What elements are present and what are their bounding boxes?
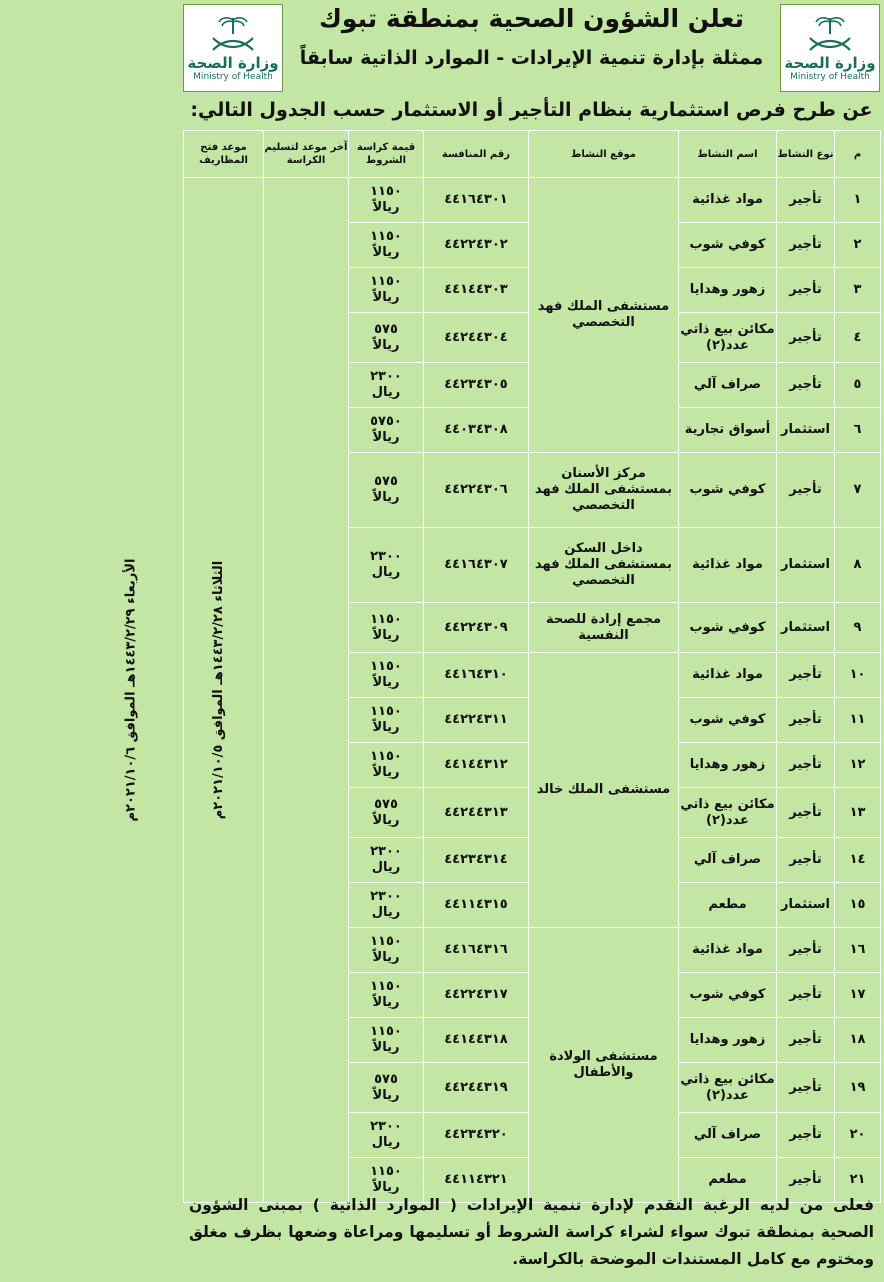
- cell-type: استثمار: [777, 528, 835, 603]
- price-amount: ١١٥٠: [370, 274, 402, 289]
- cell-price: [349, 653, 424, 698]
- cell-price: [349, 788, 424, 838]
- cell-name: صراف آلي: [679, 363, 777, 408]
- cell-m: ٢١: [835, 1158, 881, 1203]
- price-unit: ريالاً: [372, 1040, 400, 1055]
- cell-m: ١٩: [835, 1063, 881, 1113]
- price-amount: ٥٧٥: [374, 1071, 398, 1087]
- cell-type: تأجير: [777, 268, 835, 313]
- cell-tender: ٤٤٢٢٤٣١٧: [424, 973, 529, 1018]
- col-header-location: موقع النشاط: [529, 131, 679, 178]
- price-amount: ٥٧٥٠: [370, 414, 402, 429]
- cell-type: تأجير: [777, 363, 835, 408]
- cell-price: [349, 1113, 424, 1158]
- price-amount: ١١٥٠: [370, 749, 402, 764]
- cell-m: ٦: [835, 408, 881, 453]
- col-header-price: قيمة كراسة الشروط: [349, 131, 424, 178]
- cell-m: ٧: [835, 453, 881, 528]
- cell-price: [349, 698, 424, 743]
- price-amount: ١١٥٠: [370, 1164, 402, 1179]
- cell-m: ٣: [835, 268, 881, 313]
- cell-type: استثمار: [777, 883, 835, 928]
- cell-tender: ٤٤١٦٤٣٠١: [424, 178, 529, 223]
- price-unit: ريالاً: [372, 245, 400, 260]
- cell-m: ١٦: [835, 928, 881, 973]
- cell-name: زهور وهدايا: [679, 268, 777, 313]
- cell-type: تأجير: [777, 1113, 835, 1158]
- cell-m: ٥: [835, 363, 881, 408]
- cell-name: مواد غذائية: [679, 653, 777, 698]
- col-header-open-date: موعد فتح المظاريف: [184, 131, 264, 178]
- cell-type: تأجير: [777, 178, 835, 223]
- price-unit: ريالاً: [372, 995, 400, 1010]
- cell-price: [349, 268, 424, 313]
- price-amount: ١١٥٠: [370, 229, 402, 244]
- price-amount: ٢٣٠٠: [370, 1119, 402, 1134]
- cell-name: زهور وهدايا: [679, 743, 777, 788]
- cell-type: استثمار: [777, 408, 835, 453]
- price-amount: ١١٥٠: [370, 1024, 402, 1039]
- cell-price: [349, 408, 424, 453]
- price-amount: ١١٥٠: [370, 934, 402, 949]
- table-header-row: [184, 131, 881, 178]
- announcement-title: تعلن الشؤون الصحية بمنطقة تبوك: [319, 4, 744, 33]
- cell-tender: ٤٤٢٤٤٣١٣: [424, 788, 529, 838]
- price-amount: ٥٧٥: [374, 796, 398, 812]
- cell-tender: ٤٤٢٣٤٣٢٠: [424, 1113, 529, 1158]
- cell-m: ١: [835, 178, 881, 223]
- palm-swords-emblem-icon: [205, 14, 261, 54]
- price-unit: ريالاً: [372, 675, 400, 690]
- cell-name: مطعم: [679, 883, 777, 928]
- cell-m: ٢: [835, 223, 881, 268]
- price-amount: ١١٥٠: [370, 979, 402, 994]
- cell-name: مواد غذائية: [679, 528, 777, 603]
- cell-name: مواد غذائية: [679, 928, 777, 973]
- cell-tender: ٤٤٢٣٤٣٠٥: [424, 363, 529, 408]
- cell-name: كوفي شوب: [679, 603, 777, 653]
- price-unit: ريالاً: [372, 765, 400, 780]
- cell-location: مجمع إرادة للصحة النفسية: [529, 603, 679, 653]
- cell-location: مستشفى الملك خالد: [529, 653, 679, 928]
- cell-name: كوفي شوب: [679, 973, 777, 1018]
- price-amount: ١١٥٠: [370, 659, 402, 674]
- cell-name: زهور وهدايا: [679, 1018, 777, 1063]
- cell-tender: ٤٤١١٤٣١٥: [424, 883, 529, 928]
- last-date-text: الثلاثاء ١٤٤٣/٢/٢٨هـ الموافق ٢٠٢١/١٠/٥م: [210, 560, 226, 820]
- col-header-type: نوع النشاط: [777, 131, 835, 178]
- cell-m: ١٥: [835, 883, 881, 928]
- price-unit: ريال: [371, 1135, 401, 1150]
- cell-name: أسواق تجارية: [679, 408, 777, 453]
- cell-tender: ٤٤٢٤٤٣٠٤: [424, 313, 529, 363]
- cell-m: ١١: [835, 698, 881, 743]
- moh-logo-left: [183, 4, 283, 92]
- cell-type: تأجير: [777, 788, 835, 838]
- price-unit: ريالاً: [372, 950, 400, 965]
- moh-logo-right: [780, 4, 880, 92]
- open-date-text: الأربعاء ١٤٤٣/٢/٢٩هـ الموافق ٢٠٢١/١٠/٦م: [123, 558, 139, 822]
- cell-price: [349, 223, 424, 268]
- cell-price: [349, 178, 424, 223]
- cell-name: كوفي شوب: [679, 698, 777, 743]
- cell-location: مستشفى الملك فهد التخصصي: [529, 178, 679, 453]
- cell-location: داخل السكن بمستشفى الملك فهد التخصصي: [529, 528, 679, 603]
- price-unit: ريالاً: [372, 1180, 400, 1195]
- cell-m: ١٢: [835, 743, 881, 788]
- cell-price: [349, 883, 424, 928]
- table-row: [184, 178, 881, 223]
- cell-type: تأجير: [777, 928, 835, 973]
- price-amount: ٥٧٥: [374, 474, 398, 489]
- cell-name: مكائن بيع ذاتي عدد(٢): [679, 1063, 777, 1113]
- cell-tender: ٤٤٢٣٤٣١٤: [424, 838, 529, 883]
- cell-m: ١٨: [835, 1018, 881, 1063]
- cell-m: ٩: [835, 603, 881, 653]
- cell-price: [349, 1063, 424, 1113]
- cell-name: مواد غذائية: [679, 178, 777, 223]
- price-unit: ريالاً: [372, 1087, 400, 1103]
- cell-price: [349, 973, 424, 1018]
- cell-m: ١٤: [835, 838, 881, 883]
- price-unit: ريالاً: [372, 812, 400, 828]
- cell-m: ٤: [835, 313, 881, 363]
- price-amount: ٢٣٠٠: [370, 549, 402, 564]
- cell-tender: ٤٤١٤٤٣١٢: [424, 743, 529, 788]
- cell-type: تأجير: [777, 653, 835, 698]
- price-amount: ١١٥٠: [370, 611, 402, 627]
- cell-price: [349, 838, 424, 883]
- cell-price: [349, 743, 424, 788]
- cell-location: مستشفى الولادة والأطفال: [529, 928, 679, 1203]
- logo-english-text: Ministry of Health: [193, 71, 273, 82]
- cell-type: تأجير: [777, 313, 835, 363]
- price-amount: ٥٧٥: [374, 321, 398, 337]
- cell-tender: ٤٤٢٢٤٣١١: [424, 698, 529, 743]
- price-unit: ريال: [371, 860, 401, 875]
- cell-tender: ٤٤٢٢٤٣٠٢: [424, 223, 529, 268]
- cell-price: [349, 1018, 424, 1063]
- col-header-tender: رقم المنافسة: [424, 131, 529, 178]
- cell-m: ٨: [835, 528, 881, 603]
- cell-price: [349, 528, 424, 603]
- cell-name: مطعم: [679, 1158, 777, 1203]
- cell-tender: ٤٤٠٣٤٣٠٨: [424, 408, 529, 453]
- cell-tender: ٤٤١٦٤٣٠٧: [424, 528, 529, 603]
- cell-price: [349, 453, 424, 528]
- cell-name: مكائن بيع ذاتي عدد(٢): [679, 788, 777, 838]
- price-unit: ريالاً: [372, 290, 400, 305]
- price-unit: ريال: [371, 905, 401, 920]
- logo-arabic-text: وزارة الصحة: [187, 53, 279, 72]
- col-header-name: اسم النشاط: [679, 131, 777, 178]
- cell-type: تأجير: [777, 1158, 835, 1203]
- cell-tender: ٤٤٢٢٤٣٠٦: [424, 453, 529, 528]
- cell-tender: ٤٤١٦٤٣١٠: [424, 653, 529, 698]
- price-amount: ٢٣٠٠: [370, 844, 402, 859]
- price-amount: ١١٥٠: [370, 184, 402, 199]
- cell-name: صراف آلي: [679, 838, 777, 883]
- cell-tender: ٤٤٢٢٤٣٠٩: [424, 603, 529, 653]
- price-unit: ريالاً: [372, 200, 400, 215]
- col-header-m: م: [835, 131, 881, 178]
- cell-name: كوفي شوب: [679, 223, 777, 268]
- price-unit: ريالاً: [372, 430, 400, 445]
- price-unit: ريالاً: [372, 490, 400, 505]
- opportunities-table: [123, 130, 881, 1203]
- cell-tender: ٤٤١٤٤٣١٨: [424, 1018, 529, 1063]
- cell-name: صراف آلي: [679, 1113, 777, 1158]
- price-unit: ريال: [371, 385, 401, 400]
- cell-type: تأجير: [777, 1063, 835, 1113]
- cell-type: تأجير: [777, 453, 835, 528]
- cell-m: ١٠: [835, 653, 881, 698]
- cell-type: تأجير: [777, 973, 835, 1018]
- price-unit: ريالاً: [372, 337, 400, 353]
- cell-type: استثمار: [777, 603, 835, 653]
- price-amount: ١١٥٠: [370, 704, 402, 719]
- cell-location: مركز الأسنان بمستشفى الملك فهد التخصصي: [529, 453, 679, 528]
- cell-type: تأجير: [777, 698, 835, 743]
- cell-name: مكائن بيع ذاتي عدد(٢): [679, 313, 777, 363]
- cell-name: كوفي شوب: [679, 453, 777, 528]
- logo-arabic-text: وزارة الصحة: [784, 53, 876, 72]
- cell-m: ٢٠: [835, 1113, 881, 1158]
- col-header-last-date: آخر موعد لتسليم الكراسة: [264, 131, 349, 178]
- cell-price: [349, 363, 424, 408]
- cell-tender: ٤٤١١٤٣٢١: [424, 1158, 529, 1203]
- cell-tender: ٤٤١٦٤٣١٦: [424, 928, 529, 973]
- cell-tender: ٤٤٢٤٤٣١٩: [424, 1063, 529, 1113]
- cell-tender: ٤٤١٤٤٣٠٣: [424, 268, 529, 313]
- announcement-intro: عن طرح فرص استثمارية بنظام التأجير أو الاستثمار حسب الجدول التالي:: [190, 99, 873, 121]
- price-unit: ريالاً: [372, 627, 400, 643]
- cell-m: ١٧: [835, 973, 881, 1018]
- palm-swords-emblem-icon: [802, 14, 858, 54]
- price-unit: ريالاً: [372, 720, 400, 735]
- price-amount: ٢٣٠٠: [370, 889, 402, 904]
- price-unit: ريال: [371, 565, 401, 580]
- cell-type: تأجير: [777, 1018, 835, 1063]
- cell-type: تأجير: [777, 223, 835, 268]
- cell-price: [349, 603, 424, 653]
- footer-note: فعلى من لديه الرغبة التقدم لإدارة تنمية الإيرادات ( الموارد الذاتية ) بمبنى الشؤون الصحية بمنطقة تبوك سواء لشراء كراسة الشروط أو تسليمها ومراعاة وضعها بظرف مغلق ومختوم مع كامل المستندات الموضحة بالكراسة.: [189, 1196, 874, 1268]
- price-amount: ٢٣٠٠: [370, 369, 402, 384]
- cell-type: تأجير: [777, 838, 835, 883]
- cell-price: [349, 928, 424, 973]
- cell-last-date: [210, 178, 349, 1203]
- cell-price: [349, 313, 424, 363]
- cell-m: ١٣: [835, 788, 881, 838]
- logo-english-text: Ministry of Health: [790, 71, 870, 82]
- announcement-subtitle: ممثلة بإدارة تنمية الإيرادات - الموارد الذاتية سابقاً: [299, 47, 764, 69]
- cell-type: تأجير: [777, 743, 835, 788]
